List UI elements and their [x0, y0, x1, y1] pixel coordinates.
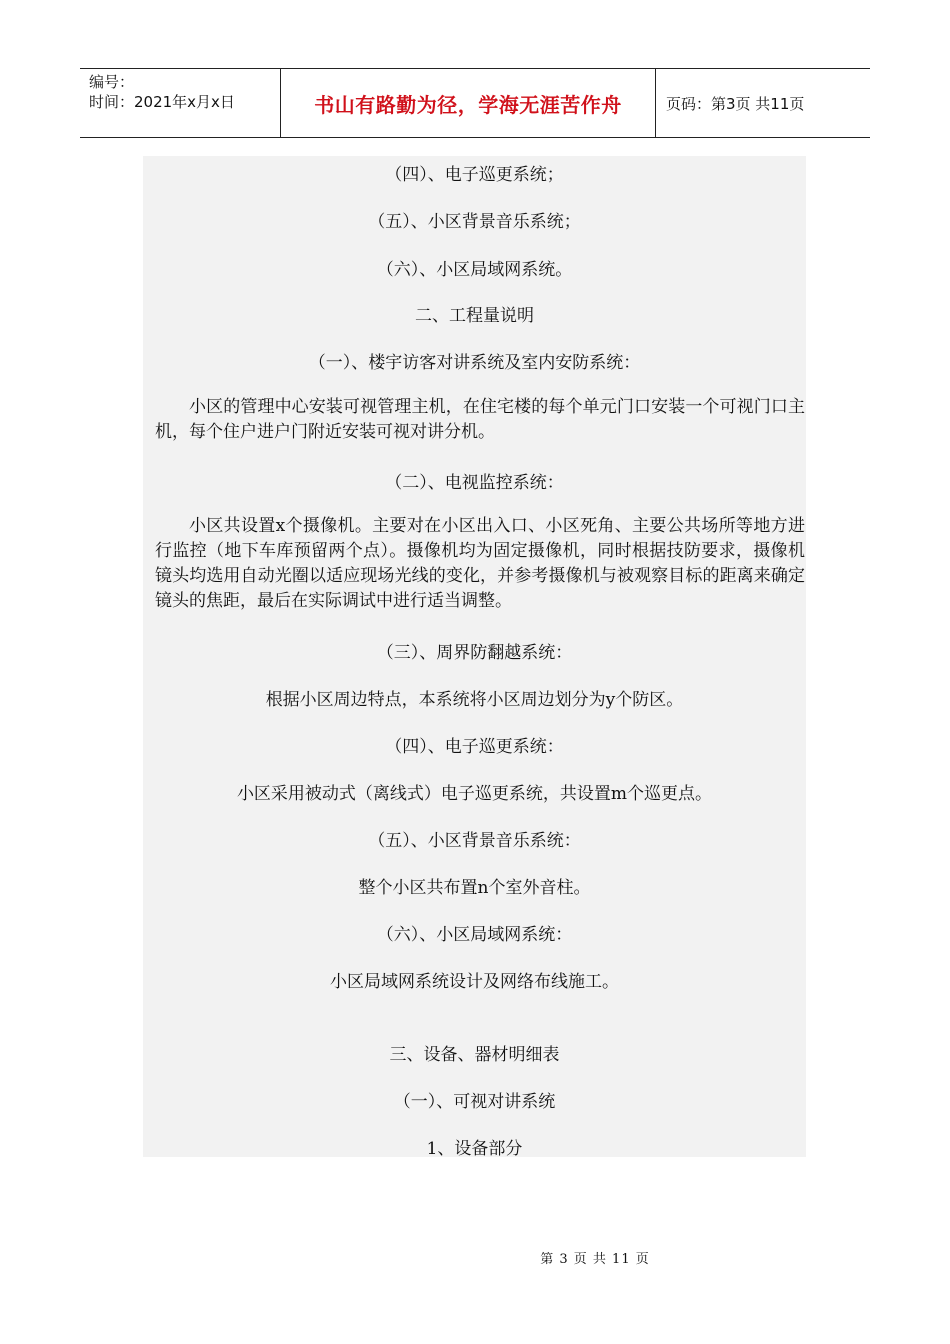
list-item: （六）、小区局域网系统。 [376, 260, 573, 280]
section-heading: 三、设备、器材明细表 [389, 1045, 560, 1065]
list-item: （四）、电子巡更系统； [385, 165, 564, 185]
document-body [143, 156, 806, 1157]
paragraph: 根据小区周边特点，本系统将小区周边划分为y个防区。 [265, 690, 684, 710]
subsection-heading: （五）、小区背景音乐系统： [368, 831, 581, 851]
paragraph: 小区的管理中心安装可视管理主机，在住宅楼的每个单元门口安装一个可视门口主机，每个住户进户门附近安装可视对讲分机。 [155, 397, 805, 442]
document-date: 时间：2021年x月x日 [89, 93, 235, 111]
section-heading: 二、工程量说明 [415, 306, 534, 326]
subsection-heading: （六）、小区局域网系统： [376, 925, 573, 945]
header-meta [80, 69, 281, 137]
subsection-heading: （一）、楼宇访客对讲系统及室内安防系统： [308, 353, 641, 373]
subsection-heading: 1、设备部分 [426, 1139, 523, 1159]
subsection-heading: （二）、电视监控系统： [385, 473, 564, 493]
subsection-heading: （一）、可视对讲系统 [393, 1092, 556, 1112]
paragraph: 小区共设置x个摄像机。主要对在小区出入口、小区死角、主要公共场所等地方进行监控（地下车库预留两个点）。摄像机均为固定摄像机，同时根据技防要求，摄像机镜头均选用自动光圈以适应现场光线的变化，并参考摄像机与被观察目标的距离来确定镜头的焦距，最后在实际调试中进行适当调整。 [155, 516, 805, 611]
paragraph: 小区局域网系统设计及网络布线施工。 [330, 972, 619, 992]
paragraph: 小区采用被动式（离线式）电子巡更系统，共设置m个巡更点。 [236, 784, 713, 804]
header-motto: 书山有路勤为径，学海无涯苦作舟 [281, 69, 656, 137]
header-page-info: 页码：第3页 共11页 [666, 94, 805, 113]
subsection-heading: （三）、周界防翻越系统： [376, 643, 573, 663]
paragraph: 整个小区共布置n个室外音柱。 [358, 878, 591, 898]
subsection-heading: （四）、电子巡更系统： [385, 737, 564, 757]
page-footer: 第 3 页 共 11 页 [540, 1252, 650, 1267]
list-item: （五）、小区背景音乐系统； [368, 212, 581, 232]
page-header [80, 68, 870, 138]
document-number: 编号： [89, 73, 135, 91]
